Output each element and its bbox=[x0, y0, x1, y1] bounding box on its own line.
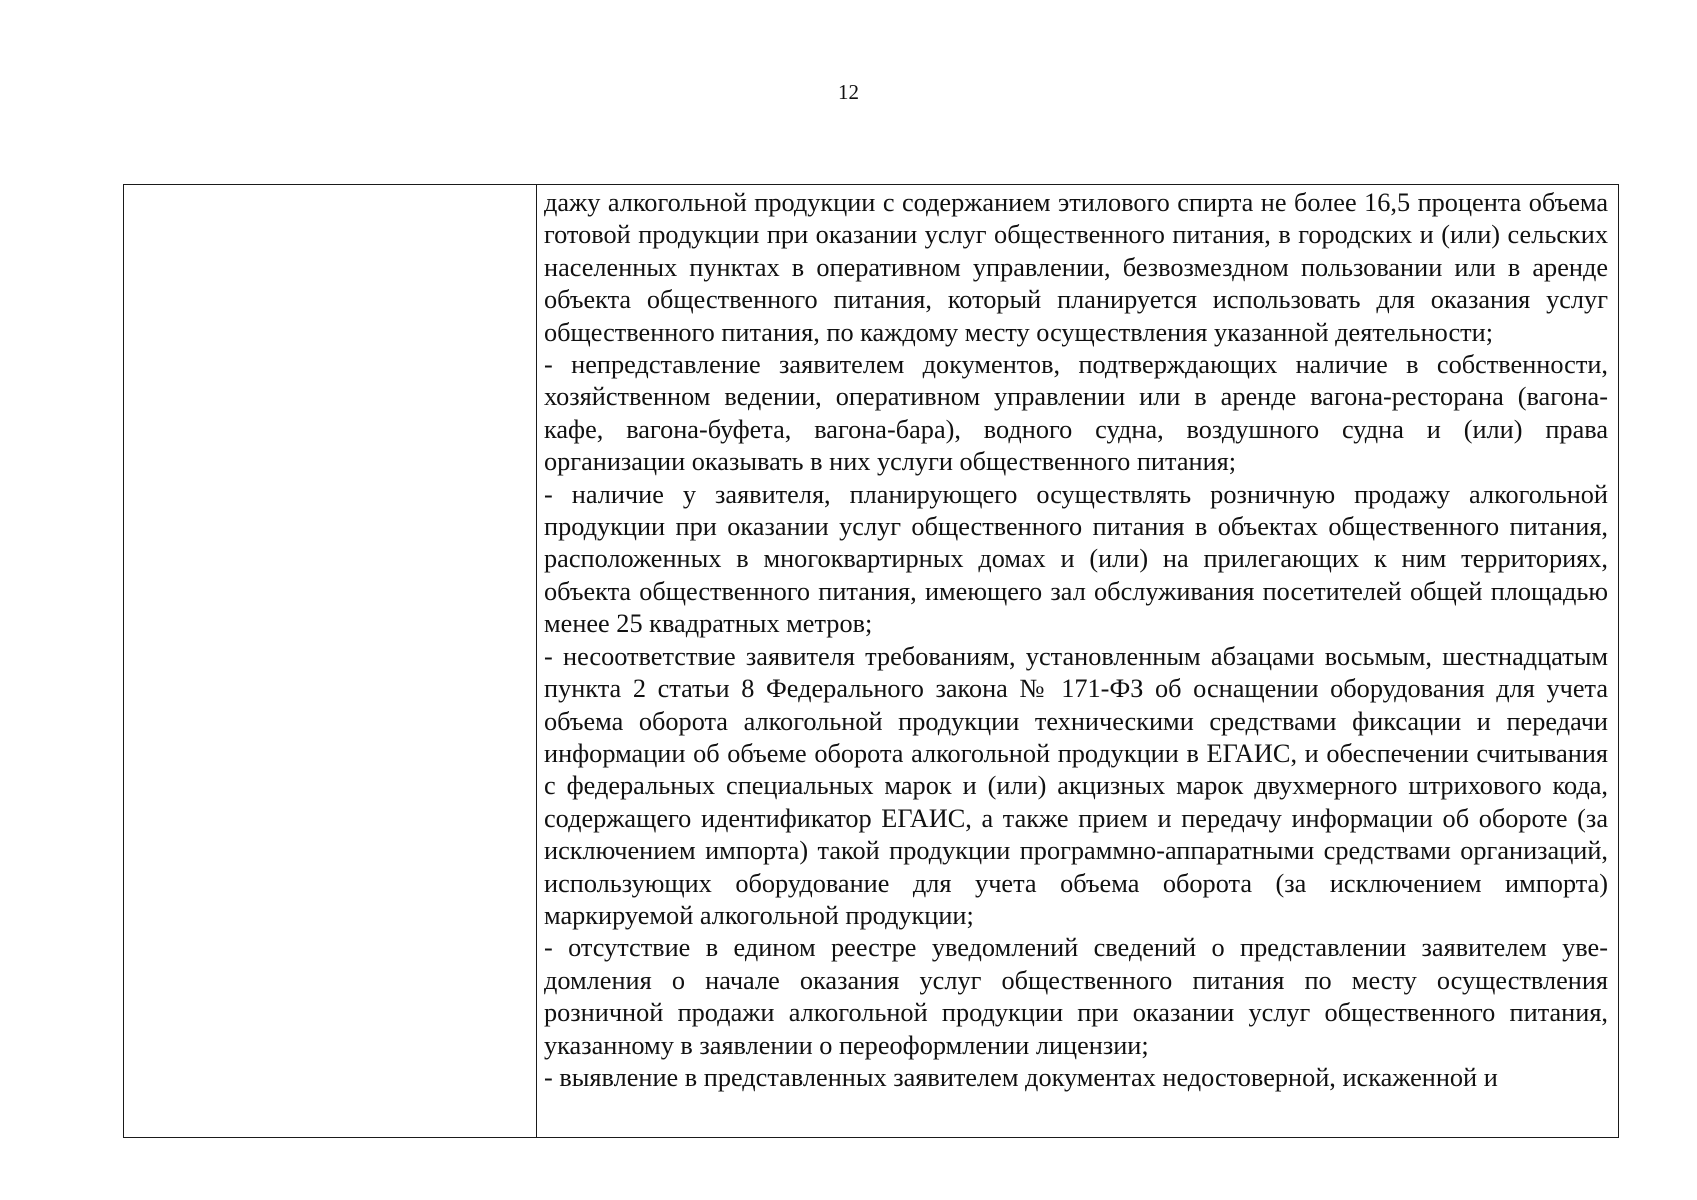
paragraph: дажу алкогольной продукции с содержанием этилового спирта не более 16,5 процента объема готовой продукции при оказании услуг общественного питания, в городских и (или) сельских населенных пунктах в оперативном управлении, безвозмездном пользовании или в аренде объекта общественного питания, который планируется использовать для оказания услуг общественного питания, по каждому месту осуществления указанной деятельности; bbox=[544, 188, 1608, 347]
paragraph: - наличие у заявителя, планирующего осуществлять розничную продажу алкогольной продукции при оказании услуг общественного питания в объектах общественного питания, расположенных в многоквартирных домах и (или) на прилегающих к ним территориях, объекта общественного питания, имеющего зал обслуживания посетителей общей площадью менее 25 квадратных метров; bbox=[544, 479, 1608, 639]
paragraph: - отсутствие в едином реестре уведомлений сведений о представлении заявителем уведомления о начале оказания услуг общественного питания по месту осуществления розничной продажи алкогольной продукции при оказании услуг общественного питания, указанному в заявлении о переоформлении лицензии; bbox=[544, 933, 1608, 1060]
table-row bbox=[124, 185, 1619, 1138]
paragraph: - несоответствие заявителя требованиям, установленным абзацами восьмым, шестнадцатым пункта 2 статьи 8 Федерального закона № 171-ФЗ об оснащении оборудования для учета объема оборота алкогольной продукции техническими средствами фиксации и передачи информации об объеме оборота алкогольной продукции в ЕГАИС, и обеспечении считывания с федеральных специальных марок и (или) акцизных марок двухмерного штрихового кода, содержащего идентификатор ЕГАИС, а также прием и передачу информации об обороте (за исключением импорта) такой продукции программно-аппаратными средствами организаций, использующих оборудование для учета объема оборота (за исключением импорта) маркируемой алкогольной продукции; bbox=[544, 641, 1608, 930]
paragraph: - выявление в представленных заявителем документах недостоверной, искаженной и bbox=[544, 1062, 1498, 1092]
cell-text bbox=[537, 185, 1618, 1094]
paragraph: - непредставление заявителем документов, подтверждающих наличие в собственности, хозяйственном ведении, оперативном управлении или в аренде вагона-ресторана (вагона-кафе, вагона-буфета, вагона-бара), водного судна, воздушного судна и (или) права организации оказывать в них услуги общественного питания; bbox=[544, 350, 1608, 477]
left-cell bbox=[124, 185, 537, 1138]
right-cell bbox=[537, 185, 1619, 1138]
document-table bbox=[123, 184, 1619, 1138]
page-number: 12 bbox=[838, 80, 859, 104]
